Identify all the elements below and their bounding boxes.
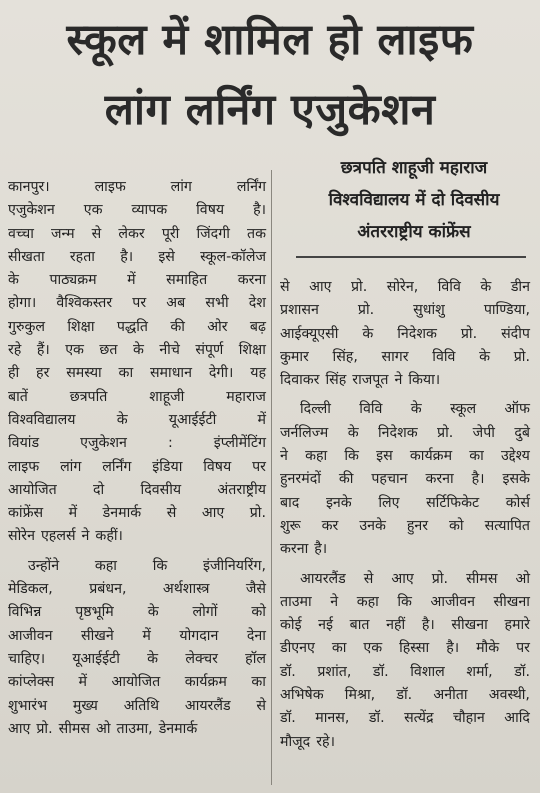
text-line: हुनरमंदों की पहचान करना है। इसके: [280, 471, 530, 488]
headline-line-2: लांग लर्निंग एजुकेशन: [104, 85, 436, 135]
right-paragraph-2: [280, 398, 530, 561]
text-line: आयरलैंड से आए प्रो. सीमस ओ: [300, 570, 530, 587]
text-line: दिल्ली विवि के स्कूल ऑफ: [300, 401, 530, 418]
text-line: ने कहा कि इस कार्यक्रम का उद्देश्य: [280, 448, 530, 465]
text-line: आईक्यूएसी के निदेशक प्रो. संदीप: [280, 325, 530, 342]
right-paragraph-1: [280, 276, 530, 392]
subheadline-line-3: अंतरराष्ट्रीय कांफ्रेंस: [357, 222, 471, 242]
text-line: ही हर समस्या का समाधान देगी। यह: [8, 365, 266, 382]
subheadline-line-1: छत्रपति शाहूजी महाराज: [340, 158, 488, 178]
text-line: बातें छत्रपति शाहूजी महाराज: [8, 388, 266, 405]
text-line: डीएनए का एक हिस्सा है। मौके पर: [280, 640, 530, 657]
headline-line-1: स्कूल में शामिल हो लाइफ: [66, 15, 474, 65]
text-line: आए प्रो. सीमस ओ ताउमा, डेनमार्क: [8, 720, 198, 737]
text-line: लाइफ लांग लर्निंग इंडिया विषय पर: [8, 458, 266, 475]
text-line: वियांड एजुकेशन : इंप्लीमेंटिंग: [8, 435, 266, 452]
text-line: कुमार सिंह, सागर विवि के प्रो.: [280, 348, 530, 365]
text-line: जर्नलिज्म के निदेशक प्रो. जेपी दुबे: [280, 424, 530, 441]
text-line: से आए प्रो. सोरेन, विवि के डीन: [280, 279, 530, 295]
text-line: गुरुकुल शिक्षा पद्धति की ओर बढ़: [8, 318, 266, 335]
text-line: डॉ. मानस, डॉ. सत्येंद्र चौहान आदि: [280, 710, 530, 727]
left-paragraph-2: [8, 555, 266, 741]
text-line: कोई नई बात नहीं है। सीखना हमारे: [280, 617, 530, 634]
text-line: सीखता रहता है। इसे स्कूल-कॉलेज: [8, 248, 266, 265]
text-line: करना है।: [280, 541, 328, 558]
text-line: सोरेन एहलर्स ने कहीं।: [8, 528, 123, 545]
text-line: अभिषेक मिश्रा, डॉ. अनीता अवस्थी,: [280, 687, 530, 704]
text-line: कांप्लेक्स में आयोजित कार्यक्रम का: [8, 674, 266, 691]
text-line: शुरू कर उनके हुनर को सत्यापित: [280, 517, 530, 534]
text-line: होगा। वैश्विकस्तर पर अब सभी देश: [8, 295, 266, 312]
left-column: [8, 176, 266, 741]
text-line: एजुकेशन एक व्यापक विषय है।: [8, 202, 266, 219]
left-paragraph-1: [8, 176, 266, 549]
text-line: ताउमा ने कहा कि आजीवन सीखना: [280, 593, 530, 610]
text-line: मौजूद रहे।: [280, 733, 335, 750]
text-line: विभिन्न पृष्ठभूमि के लोगों को: [8, 604, 266, 621]
subheadline-divider: [296, 256, 526, 258]
text-line: बाद इनके लिए सर्टिफिकेट कोर्स: [280, 494, 530, 511]
right-column: [280, 276, 530, 754]
right-paragraph-3: [280, 568, 530, 754]
text-line: कांफ्रेंस में डेनमार्क से आए प्रो.: [8, 505, 266, 522]
text-line: विश्वविद्यालय के यूआईईटी में: [8, 411, 266, 428]
text-line: शुभारंभ मुख्य अतिथि आयरलैंड से: [8, 697, 266, 714]
text-line: चाहिए। यूआईईटी के लेक्चर हॉल: [8, 650, 266, 667]
text-line: आयोजित दो दिवसीय अंतराष्ट्रीय: [8, 481, 266, 498]
text-line: वच्चा जन्म से लेकर पूरी जिंदगी तक: [8, 225, 266, 242]
column-divider: [271, 170, 272, 785]
subheadline-line-2: विश्वविद्यालय में दो दिवसीय: [328, 190, 500, 210]
text-line: रहे हैं। एक छत के नीचे संपूर्ण शिक्षा: [8, 342, 266, 359]
text-line: डॉ. प्रशांत, डॉ. विशाल शर्मा, डॉ.: [280, 663, 530, 680]
text-line: उन्होंने कहा कि इंजीनियरिंग,: [28, 557, 266, 574]
text-line: आजीवन सीखने में योगदान देना: [8, 627, 266, 644]
text-line: कानपुर। लाइफ लांग लर्निंग: [8, 179, 266, 195]
subheadline: [296, 152, 532, 248]
text-line: के पाठ्यक्रम में समाहित करना: [8, 272, 266, 289]
text-line: मेडिकल, प्रबंधन, अर्थशास्त्र जैसे: [8, 581, 266, 598]
text-line: प्रशासन प्रो. सुधांशु पाण्डिया,: [280, 302, 530, 319]
text-line: दिवाकर सिंह राजपूत ने किया।: [280, 372, 441, 389]
